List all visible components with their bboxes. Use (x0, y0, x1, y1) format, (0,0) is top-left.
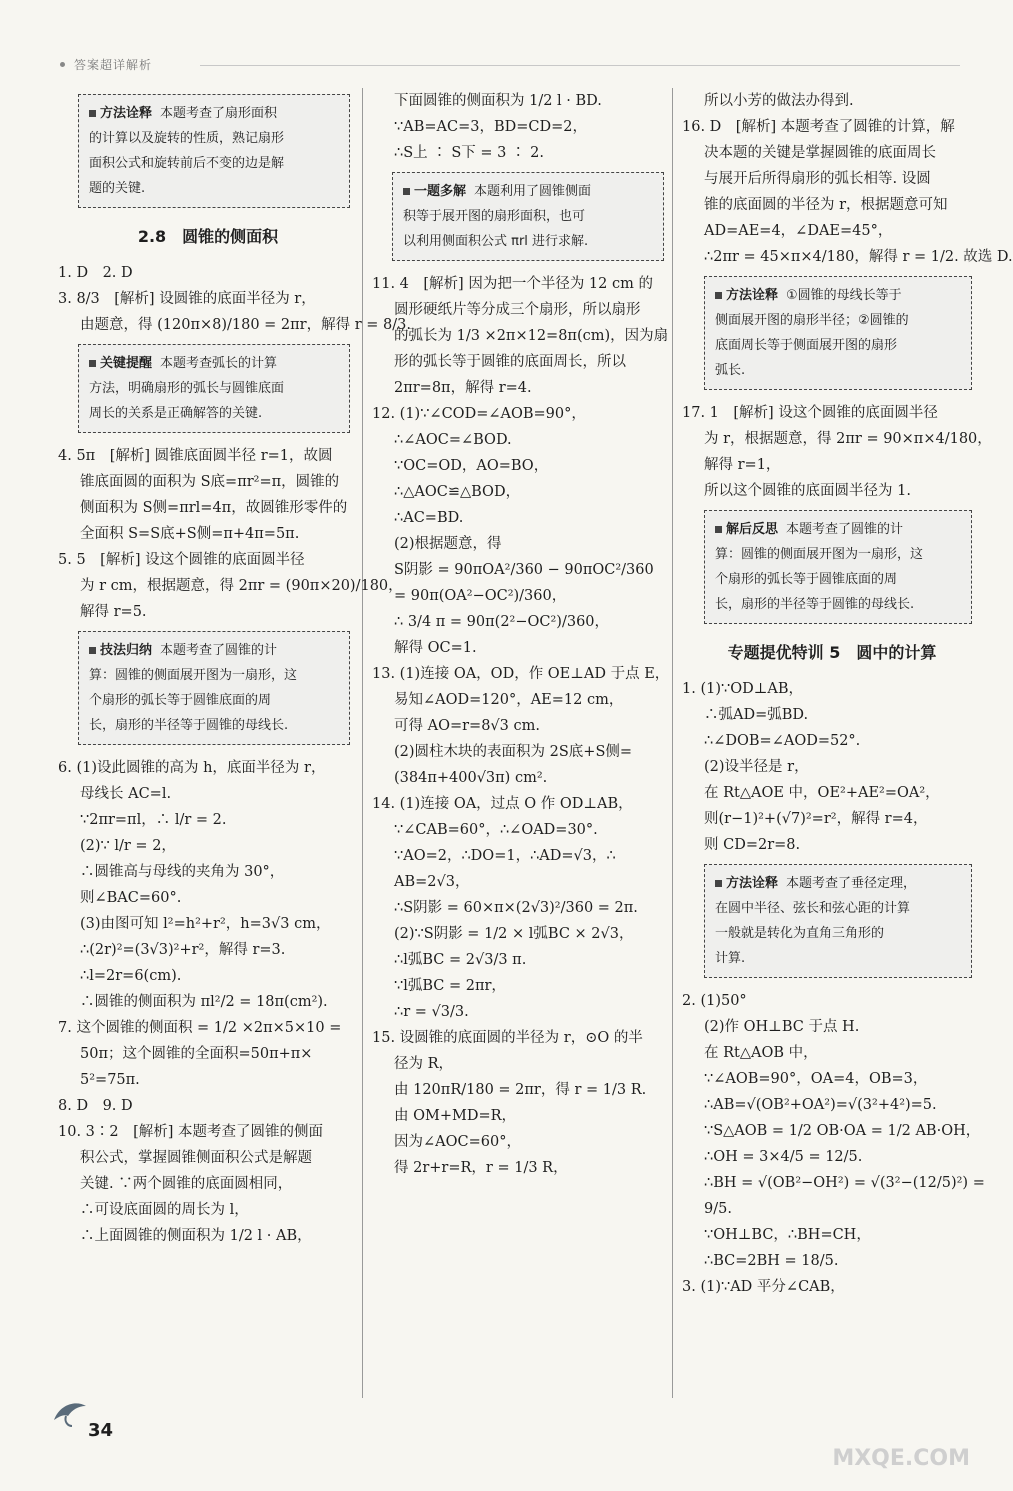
note-box-text: 本题考查了扇形面积 (160, 106, 278, 121)
answer-line: 13. (1)连接 OA，OD，作 OE⊥AD 于点 E， (372, 666, 670, 682)
note-box-line: 方法，明确扇形的弧长与圆锥底面 (89, 381, 285, 396)
answer-line: 锥的底面圆的半径为 r，根据题意可知 (704, 197, 948, 213)
answer-line: ∵AB=AC=3，BD=CD=2， (394, 119, 587, 135)
note-box (704, 510, 972, 624)
answer-line: 所以小芳的做法办得到. (704, 93, 854, 109)
answer-line: ∵OH⊥BC，∴BH=CH， (704, 1227, 871, 1243)
answer-line: ∵l弧BC = 2πr， (394, 978, 506, 994)
note-box-line: 积等于展开图的扇形面积，也可 (403, 209, 586, 224)
answer-line: (3)由图可知 l²=h²+r²，h=3√3 cm， (80, 916, 331, 932)
note-box-title: 关键提醒 (89, 356, 152, 371)
answer-line: ∵S△AOB = 1/2 OB·OA = 1/2 AB·OH， (704, 1123, 981, 1139)
header-rule (200, 65, 960, 66)
answer-line: 由 120πR/180 = 2πr，得 r = 1/3 R. (394, 1082, 647, 1098)
answer-line: 则∠BAC=60°. (80, 890, 182, 906)
answer-line: 因为∠AOC=60°， (394, 1134, 521, 1150)
answer-line: 所以这个圆锥的底面圆半径为 1. (704, 483, 911, 499)
page-header (60, 56, 960, 76)
note-box-line (715, 517, 961, 542)
answer-line: ∵AO=2，∴DO=1，∴AD=√3，∴ (394, 848, 616, 864)
answer-line: = 90π(OA²−OC²)/360， (394, 588, 567, 604)
note-box-text: 本题考查了圆锥的计 (786, 522, 904, 537)
note-box-line: 计算. (715, 951, 746, 966)
note-box-line: 一般就是转化为直角三角形的 (715, 926, 885, 941)
answer-line: ∴可设底面圆的周长为 l， (80, 1202, 249, 1218)
answer-line: 得 2r+r=R，r = 1/3 R， (394, 1160, 568, 1176)
answer-line: 圆形硬纸片等分成三个扇形，所以扇形 (394, 302, 641, 318)
note-box-title: 一题多解 (403, 184, 466, 199)
note-box-title: 方法诠释 (715, 876, 778, 891)
answer-line: 由题意，得 (120π×8)/180 = 2πr，解得 r = 8/3. (80, 317, 411, 333)
dolphin-logo-icon (52, 1398, 88, 1428)
answer-line: ∴r = √3/3. (394, 1004, 469, 1020)
answer-line: 与展开后所得扇形的弧长相等. 设圆 (704, 171, 931, 187)
note-box-line: 长，扇形的半径等于圆锥的母线长. (89, 718, 289, 733)
answer-line: 则(r−1)²+(√7)²=r²，解得 r=4， (704, 811, 928, 827)
answer-line: 11. 4 [解析] 因为把一个半径为 12 cm 的 (372, 276, 653, 292)
note-box-line (89, 638, 339, 663)
answer-line: ∴上面圆锥的侧面积为 1/2 l · AB， (80, 1228, 312, 1244)
answer-line: S阴影 = 90πOA²/360 − 90πOC²/360 (394, 562, 654, 578)
note-box-text: 本题考查了垂径定理， (786, 876, 917, 891)
answer-line: 侧面积为 S侧=πrl=4π，故圆锥形零件的 (80, 500, 348, 516)
answer-line: 解得 OC=1. (394, 640, 477, 656)
page-number: 34 (88, 1420, 114, 1441)
answer-line: 在 Rt△AOE 中，OE²+AE²=OA²， (704, 785, 940, 801)
answer-line: ∵OC=OD，AO=BO， (394, 458, 549, 474)
answer-line: (384π+400√3π) cm². (394, 770, 548, 786)
note-box-text: ①圆锥的母线长等于 (786, 288, 902, 303)
answer-line: 14. (1)连接 OA，过点 O 作 OD⊥AB， (372, 796, 633, 812)
answer-line: 2πr=8π，解得 r=4. (394, 380, 532, 396)
answer-line: ∴∠AOC=∠BOD. (394, 432, 512, 448)
answer-line: ∴∠DOB=∠AOD=52°. (704, 733, 861, 749)
header-bullet-icon (60, 62, 65, 67)
answer-line: ∴OH = 3×4/5 = 12/5. (704, 1149, 863, 1165)
note-box-line: 以利用侧面积公式 πrl 进行求解. (403, 234, 589, 249)
note-box-line (715, 283, 961, 308)
answer-line: ∴△AOC≌△BOD， (394, 484, 521, 500)
answer-line: 7. 这个圆锥的侧面积 = 1/2 ×2π×5×10 = (58, 1020, 342, 1036)
note-box-line (89, 351, 339, 376)
answer-line: ∴l=2r=6(cm). (80, 968, 182, 984)
answer-line: 1. D 2. D (58, 265, 133, 281)
note-box-title: 解后反思 (715, 522, 778, 537)
note-box-line (403, 179, 653, 204)
answer-line: 8. D 9. D (58, 1098, 133, 1114)
note-box-line: 在圆中半径、弦长和弦心距的计算 (715, 901, 911, 916)
note-box-line: 个扇形的弧长等于圆锥底面的周 (715, 572, 898, 587)
section-title: 专题提优特训 5 圆中的计算 (727, 643, 937, 662)
answer-line: ∴BH = √(OB²−OH²) = √(3²−(12/5)²) = (704, 1175, 985, 1191)
note-box-line: 长，扇形的半径等于圆锥的母线长. (715, 597, 915, 612)
note-box (78, 344, 350, 433)
note-box (78, 94, 350, 208)
note-box (78, 631, 350, 745)
column-middle (372, 88, 672, 1181)
answer-line: ∵2πr=πl，∴ l/r = 2. (80, 812, 227, 828)
note-box-text: 本题利用了圆锥侧面 (474, 184, 592, 199)
answer-line: 由 OM+MD=R， (394, 1108, 517, 1124)
note-box-text: 本题考查了圆锥的计 (160, 643, 278, 658)
answer-line: ∴l弧BC = 2√3/3 π. (394, 952, 527, 968)
note-box-line: 底面周长等于侧面展开图的扇形 (715, 338, 898, 353)
note-box-line: 算：圆锥的侧面展开图为一扇形，这 (715, 547, 924, 562)
answer-line: 可得 AO=r=8√3 cm. (394, 718, 540, 734)
answer-line: 50π；这个圆锥的全面积=50π+π× (80, 1046, 313, 1062)
note-box-line: 算：圆锥的侧面展开图为一扇形，这 (89, 668, 298, 683)
note-box-line: 周长的关系是正确解答的关键. (89, 406, 263, 421)
answer-line: ∴BC=2BH = 18/5. (704, 1253, 839, 1269)
note-box-line: 侧面展开图的扇形半径；②圆锥的 (715, 313, 909, 328)
note-box (704, 864, 972, 978)
column-divider (362, 88, 363, 1398)
note-box-line: 弧长. (715, 363, 746, 378)
answer-line: 径为 R， (394, 1056, 454, 1072)
answer-line: 积公式，掌握圆锥侧面积公式是解题 (80, 1150, 312, 1166)
note-box (704, 276, 972, 390)
answer-line: 为 r，根据题意，得 2πr = 90×π×4/180， (704, 431, 992, 447)
answer-line: 3. 8/3 [解析] 设圆锥的底面半径为 r， (58, 291, 316, 307)
answer-line: (2)作 OH⊥BC 于点 H. (704, 1019, 860, 1035)
answer-line: ∵∠CAB=60°，∴∠OAD=30°. (394, 822, 598, 838)
column-divider (672, 88, 673, 1398)
note-box-line: 个扇形的弧长等于圆锥底面的周 (89, 693, 272, 708)
answer-line: 1. (1)∵OD⊥AB， (682, 681, 803, 697)
answer-line: (2)根据题意，得 (394, 536, 502, 552)
answer-line: 3. (1)∵AD 平分∠CAB， (682, 1279, 845, 1295)
answer-line: 全面积 S=S底+S侧=π+4π=5π. (80, 526, 300, 542)
answer-line: ∴圆锥的侧面积为 πl²/2 = 18π(cm²). (80, 994, 328, 1010)
note-box-title: 技法归纳 (89, 643, 152, 658)
answer-line: 16. D [解析] 本题考查了圆锥的计算，解 (682, 119, 955, 135)
note-box-line (89, 101, 339, 126)
answer-line: ∴S阴影 = 60×π×(2√3)²/360 = 2π. (394, 900, 638, 916)
answer-line: (2)∵ l/r = 2， (80, 838, 176, 854)
note-box-text: 本题考查弧长的计算 (160, 356, 278, 371)
note-box-line: 题的关键. (89, 181, 146, 196)
answer-line: 2. (1)50° (682, 993, 747, 1009)
section-title: 2.8 圆锥的侧面积 (137, 227, 279, 246)
note-box-title: 方法诠释 (89, 106, 152, 121)
note-box-title: 方法诠释 (715, 288, 778, 303)
answer-line: 5²=75π. (80, 1072, 140, 1088)
answer-line: ∴(2r)²=(3√3)²+r²，解得 r=3. (80, 942, 286, 958)
answer-line: 15. 设圆锥的底面圆的半径为 r，⊙O 的半 (372, 1030, 643, 1046)
column-left (58, 88, 411, 1249)
answer-line: 则 CD=2r=8. (704, 837, 801, 853)
answer-line: (2)设半径是 r， (704, 759, 809, 775)
answer-line: ∵∠AOB=90°，OA=4，OB=3， (704, 1071, 928, 1087)
answer-line: (2)圆柱木块的表面积为 2S底+S侧= (394, 744, 633, 760)
answer-line: 母线长 AC=l. (80, 786, 172, 802)
answer-line: AD=AE=4，∠DAE=45°， (704, 223, 893, 239)
answer-line: ∴ 3/4 π = 90π(2²−OC²)/360， (394, 614, 610, 630)
answer-line: 易知∠AOD=120°，AE=12 cm， (394, 692, 624, 708)
column-right (682, 88, 1013, 1300)
answer-line: ∴AB=√(OB²+OA²)=√(3²+4²)=5. (704, 1097, 937, 1113)
answer-line: AB=2√3， (394, 874, 470, 890)
answer-line: 在 Rt△AOB 中， (704, 1045, 818, 1061)
answer-line: 解得 r=1， (704, 457, 781, 473)
note-box-line (715, 871, 961, 896)
answer-line: ∴S上 ∶ S下 = 3 ∶ 2. (394, 145, 544, 161)
note-box-line: 的计算以及旋转的性质，熟记扇形 (89, 131, 285, 146)
answer-line: 解得 r=5. (80, 604, 147, 620)
note-box (392, 172, 664, 261)
answer-line: 锥底面圆的面积为 S底=πr²=π，圆锥的 (80, 474, 340, 490)
answer-line: (2)∵S阴影 = 1/2 × l弧BC × 2√3， (394, 926, 634, 942)
answer-line: 17. 1 [解析] 设这个圆锥的底面圆半径 (682, 405, 938, 421)
answer-line: 的弧长为 1/3 ×2π×12=8π(cm)，因为扇 (394, 328, 669, 344)
header-text: 答案超详解析 (74, 58, 153, 72)
answer-line: 形的弧长等于圆锥的底面周长，所以 (394, 354, 626, 370)
answer-line: ∴弧AD=弧BD. (704, 707, 809, 723)
answer-line: 5. 5 [解析] 设这个圆锥的底面圆半径 (58, 552, 305, 568)
answer-line: 4. 5π [解析] 圆锥底面圆半径 r=1，故圆 (58, 448, 333, 464)
answer-line: ∴2πr = 45×π×4/180，解得 r = 1/2. 故选 D. (704, 249, 1013, 265)
note-box-line: 面积公式和旋转前后不变的边是解 (89, 156, 285, 171)
answer-line: 12. (1)∵∠COD=∠AOB=90°， (372, 406, 586, 422)
answer-line: 决本题的关键是掌握圆锥的底面周长 (704, 145, 936, 161)
answer-line: 为 r cm，根据题意，得 2πr = (90π×20)/180， (80, 578, 403, 594)
answer-line: 6. (1)设此圆锥的高为 h，底面半径为 r， (58, 760, 326, 776)
answer-line: ∴AC=BD. (394, 510, 464, 526)
answer-line: 下面圆锥的侧面积为 1/2 l · BD. (394, 93, 602, 109)
answer-line: ∴圆锥高与母线的夹角为 30°， (80, 864, 285, 880)
answer-line: 9/5. (704, 1201, 732, 1217)
watermark: MXQE.COM (832, 1446, 970, 1471)
answer-line: 10. 3∶2 [解析] 本题考查了圆锥的侧面 (58, 1124, 324, 1140)
answer-line: 关键. ∵两个圆锥的底面圆相同， (80, 1176, 293, 1192)
